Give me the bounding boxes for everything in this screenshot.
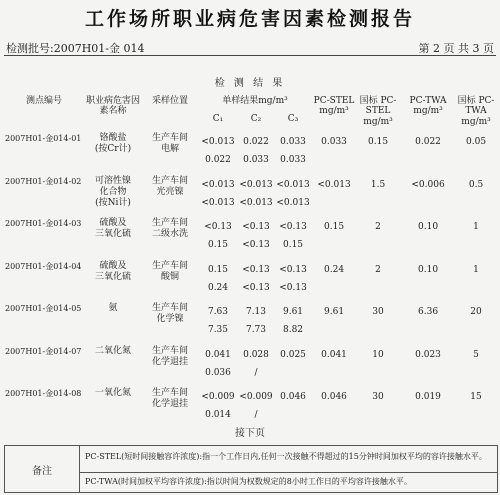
cell-stel xyxy=(312,129,356,172)
value-c2-2: / xyxy=(254,410,258,421)
section-title: 检 测 结 果 xyxy=(214,78,286,89)
cell-twa xyxy=(400,172,456,214)
cell-location: 生产车间 二级水洗 xyxy=(151,218,188,239)
cell-std_stel xyxy=(356,299,400,342)
value-c1-1: <0.013 xyxy=(201,137,235,148)
cell-c3 xyxy=(274,129,312,172)
cell-factor: 可溶性镍 化合物 (按Ni计) xyxy=(94,176,131,208)
value-c1-2: 0.24 xyxy=(207,283,229,294)
cell-factor: 一氧化氮 xyxy=(94,388,131,399)
value-std_twa: 0.05 xyxy=(466,137,487,148)
cell-twa xyxy=(400,129,456,172)
value-c3-1: 0.033 xyxy=(280,137,306,148)
cell-stel xyxy=(312,299,356,342)
col-c3: C₃ xyxy=(287,113,299,124)
value-c2-1: 0.022 xyxy=(243,137,269,148)
results-table xyxy=(4,94,496,427)
cell-std_stel xyxy=(356,172,400,214)
cell-point-id: 2007H01-金014-07 xyxy=(5,347,82,357)
cell-c1 xyxy=(198,299,238,342)
value-twa: 0.023 xyxy=(415,350,441,361)
cell-std_stel xyxy=(356,214,400,257)
table-row xyxy=(4,172,496,214)
value-c3-1: 0.025 xyxy=(280,350,306,361)
cell-twa xyxy=(400,214,456,257)
value-c2-2: <0.13 xyxy=(242,240,270,251)
cell-twa xyxy=(400,342,456,384)
table-row xyxy=(4,129,496,172)
value-stel: 0.24 xyxy=(324,265,345,276)
value-c2-1: 0.028 xyxy=(243,350,269,361)
value-std_twa: 0.5 xyxy=(468,180,484,191)
value-std_stel: 1.5 xyxy=(370,180,386,191)
value-c2-2: <0.13 xyxy=(242,283,270,294)
value-stel: 9.61 xyxy=(324,307,345,318)
cell-std_twa xyxy=(456,172,496,214)
cell-location: 生产车间 酸铜 xyxy=(151,261,188,282)
value-c1-2: 0.022 xyxy=(205,155,231,166)
value-std_twa: 20 xyxy=(470,307,482,318)
value-c3-2: 0.033 xyxy=(280,155,306,166)
cell-location: 生产车间 电解 xyxy=(151,133,188,154)
notes-box xyxy=(4,445,498,493)
cell-c1 xyxy=(198,342,238,384)
cell-location: 生产车间 化学镍 xyxy=(151,303,188,324)
value-c3-2: <0.13 xyxy=(279,283,307,294)
value-c1-1: 0.041 xyxy=(205,350,231,361)
value-std_stel: 10 xyxy=(372,350,384,361)
cell-c1 xyxy=(198,172,238,214)
value-c3-2: 0.15 xyxy=(282,240,304,251)
cell-location: 生产车间 化学退挂 xyxy=(151,346,188,367)
cell-std_stel xyxy=(356,129,400,172)
cell-point-id: 2007H01-金014-04 xyxy=(5,262,82,272)
cell-std_stel xyxy=(356,342,400,384)
cell-c1 xyxy=(198,384,238,427)
cell-location: 生产车间 化学退挂 xyxy=(151,388,188,409)
cell-c3 xyxy=(274,384,312,427)
value-twa: 0.019 xyxy=(415,392,441,403)
table-row xyxy=(4,257,496,299)
value-c2-2: / xyxy=(254,368,258,379)
value-c2-2: <0.013 xyxy=(239,198,273,209)
value-c1-1: 0.15 xyxy=(207,265,229,276)
cell-c3 xyxy=(274,214,312,257)
cell-stel xyxy=(312,342,356,384)
value-std_stel: 0.15 xyxy=(368,137,389,148)
value-stel: <0.013 xyxy=(317,180,351,191)
cell-point-id: 2007H01-金014-03 xyxy=(5,219,82,229)
table-row xyxy=(4,384,496,427)
value-twa: 0.10 xyxy=(418,222,439,233)
header-divider xyxy=(4,55,496,56)
value-c2-2: 7.73 xyxy=(245,325,267,336)
cell-c2 xyxy=(238,172,274,214)
value-c3-1: 0.046 xyxy=(280,392,306,403)
cell-c3 xyxy=(274,299,312,342)
value-c2-1: <0.013 xyxy=(239,180,273,191)
value-std_twa: 1 xyxy=(473,265,479,276)
cell-std_twa xyxy=(456,384,496,427)
notes-divider xyxy=(79,472,497,473)
table-row xyxy=(4,342,496,384)
value-std_twa: 1 xyxy=(473,222,479,233)
value-c2-2: 0.033 xyxy=(243,155,269,166)
value-c1-1: 7.63 xyxy=(207,307,229,318)
value-std_stel: 30 xyxy=(372,307,384,318)
cell-std_twa xyxy=(456,299,496,342)
value-stel: 0.033 xyxy=(321,137,347,148)
value-c1-2: 7.35 xyxy=(207,325,229,336)
cell-stel xyxy=(312,172,356,214)
cell-factor: 氨 xyxy=(108,303,118,314)
cell-c3 xyxy=(274,172,312,214)
value-stel: 0.15 xyxy=(324,222,345,233)
value-twa: 6.36 xyxy=(418,307,439,318)
value-twa: <0.006 xyxy=(411,180,445,191)
col-c1: C₁ xyxy=(212,113,224,124)
table-row xyxy=(4,214,496,257)
continued-note: 接下页 xyxy=(235,428,265,439)
cell-stel xyxy=(312,384,356,427)
value-c1-2: 0.014 xyxy=(205,410,231,421)
cell-c2 xyxy=(238,257,274,299)
cell-stel xyxy=(312,257,356,299)
cell-point-id: 2007H01-金014-08 xyxy=(5,389,82,399)
value-c3-1: <0.13 xyxy=(279,222,307,233)
value-c2-1: <0.13 xyxy=(242,265,270,276)
value-c3-1: <0.013 xyxy=(276,180,310,191)
report-title: 工作场所职业病危害因素检测报告 xyxy=(84,8,415,30)
value-std_twa: 15 xyxy=(470,392,482,403)
value-stel: 0.041 xyxy=(321,350,347,361)
col-pcstel: PC-STEL mg/m³ xyxy=(313,96,355,117)
cell-twa xyxy=(400,257,456,299)
value-c1-1: <0.013 xyxy=(201,180,235,191)
value-c2-1: 7.13 xyxy=(245,307,267,318)
value-c3-2: 8.82 xyxy=(282,325,304,336)
twa-note: PC-TWA(时间加权平均容许浓度):指以时间为权数规定的8小时工作日的平均容许接触水平。 xyxy=(85,477,412,486)
cell-c1 xyxy=(198,257,238,299)
value-c1-2: 0.036 xyxy=(205,368,231,379)
cell-point-id: 2007H01-金014-05 xyxy=(5,304,82,314)
value-c1-2: <0.013 xyxy=(201,198,235,209)
cell-std_twa xyxy=(456,342,496,384)
value-c1-1: <0.009 xyxy=(201,392,235,403)
col-point-id: 测点编号 xyxy=(25,96,62,106)
stel-note: PC-STEL(短时间接触容许浓度):指一个工作日内,任何一次接触不得超过的15分钟时间加权平均的容许接触水平。 xyxy=(85,452,487,461)
cell-c2 xyxy=(238,129,274,172)
cell-c2 xyxy=(238,299,274,342)
table-row xyxy=(4,299,496,342)
cell-location: 生产车间 光亮镍 xyxy=(151,176,188,197)
col-single: 单样结果mg/m³ xyxy=(222,96,288,106)
col-factor: 职业病危害因素名称 xyxy=(85,96,140,117)
value-std_stel: 2 xyxy=(375,222,381,233)
cell-std_twa xyxy=(456,257,496,299)
value-std_twa: 5 xyxy=(473,350,479,361)
value-c2-1: <0.009 xyxy=(239,392,273,403)
cell-factor: 硫酸及 三氧化硫 xyxy=(94,261,131,282)
cell-factor: 硫酸及 三氧化硫 xyxy=(94,218,131,239)
value-c3-2: <0.013 xyxy=(276,198,310,209)
cell-point-id: 2007H01-金014-02 xyxy=(5,177,82,187)
value-twa: 0.022 xyxy=(415,137,441,148)
value-twa: 0.10 xyxy=(418,265,439,276)
value-c2-1: <0.13 xyxy=(242,222,270,233)
cell-c2 xyxy=(238,214,274,257)
cell-c2 xyxy=(238,384,274,427)
value-c3-2 xyxy=(274,406,312,424)
cell-c2 xyxy=(238,342,274,384)
cell-twa xyxy=(400,299,456,342)
col-c2: C₂ xyxy=(250,113,262,124)
col-std-stel: 国标 PC-STEL mg/m³ xyxy=(359,96,397,127)
value-std_stel: 30 xyxy=(372,392,384,403)
value-stel: 0.046 xyxy=(321,392,347,403)
col-pctwa: PC-TWA mg/m³ xyxy=(409,96,447,117)
cell-factor: 铬酸盐 (按Cr计) xyxy=(94,133,132,154)
col-location: 采样位置 xyxy=(151,96,188,106)
cell-std_twa xyxy=(456,129,496,172)
cell-c3 xyxy=(274,257,312,299)
cell-point-id: 2007H01-金014-01 xyxy=(5,134,82,144)
lot-number: 检测批号:2007H01-金 014 xyxy=(6,42,145,55)
value-c3-2 xyxy=(274,364,312,382)
col-std-twa: 国标 PC-TWA mg/m³ xyxy=(457,96,495,127)
cell-c1 xyxy=(198,129,238,172)
value-c3-1: <0.13 xyxy=(279,265,307,276)
value-c1-2: 0.15 xyxy=(207,240,229,251)
cell-twa xyxy=(400,384,456,427)
value-std_stel: 2 xyxy=(375,265,381,276)
cell-std_twa xyxy=(456,214,496,257)
cell-std_stel xyxy=(356,257,400,299)
notes-label: 备注 xyxy=(5,446,80,492)
cell-std_stel xyxy=(356,384,400,427)
cell-c3 xyxy=(274,342,312,384)
cell-c1 xyxy=(198,214,238,257)
cell-stel xyxy=(312,214,356,257)
value-c1-1: <0.13 xyxy=(204,222,232,233)
value-c3-1: 9.61 xyxy=(282,307,304,318)
page-indicator: 第 2 页 共 3 页 xyxy=(418,42,494,55)
cell-factor: 二氧化氮 xyxy=(94,346,131,357)
